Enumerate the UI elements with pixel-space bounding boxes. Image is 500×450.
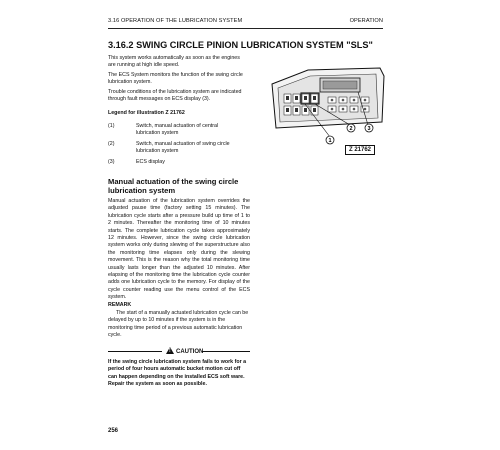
legend-item-number: (3) xyxy=(108,159,115,165)
warning-icon: ! xyxy=(166,347,174,354)
figure-label: Z 21762 xyxy=(345,145,375,155)
caution-rule-right xyxy=(202,351,250,352)
intro-paragraph-3: Trouble conditions of the lubrication system are indicated through fault messages on ECS display (3). xyxy=(108,89,242,103)
callout-3: 3 xyxy=(367,126,371,133)
legend-item-number: (1) xyxy=(108,123,115,129)
caution-banner xyxy=(108,346,250,357)
legend-item-desc: Switch, manual actuation of swing circle lubrication system xyxy=(136,141,230,155)
page-number: 256 xyxy=(108,428,119,434)
intro-paragraph-1: This system works automatically as soon as the engines are running at high idle speed. xyxy=(108,55,240,69)
manual-actuation-body: Manual actuation of the lubrication system overrides the adjusted pause time (factory setting 15 minutes). The lubrication cycle starts after a pressure build up time of 1 to 2 minutes. Thereafter the monitoring time of 10 minutes starts. The complete lubrication cycle takes approximately 12 minutes. However, since the swing circle lubrication system works only during slewing of the superstructure also the monitoring time elapses only during the slewing movement. This is the reason why the total monitoring time usually lasts longer than the adjusted 10 minutes. After elapsing of the monitoring time the lubrication cycle counter adds one lubrication cycle to the memory. For display of the cycle counter reading use the menu control of the ECS system. xyxy=(108,198,250,301)
header-rule xyxy=(108,28,383,29)
legend-title: Legend for illustration Z 21762 xyxy=(108,110,185,116)
control-panel-illustration xyxy=(268,64,386,156)
manual-actuation-heading: Manual actuation of the swing circle lubrication system xyxy=(108,177,239,195)
section-title: 3.16.2 SWING CIRCLE PINION LUBRICATION SYSTEM "SLS" xyxy=(108,40,373,50)
callout-1: 1 xyxy=(328,138,332,145)
caution-text: CAUTION xyxy=(176,349,204,355)
header-section: 3.16 OPERATION OF THE LUBRICATION SYSTEM xyxy=(108,18,243,24)
caution-label xyxy=(166,346,203,355)
intro-paragraph-2: The ECS System monitors the function of the swing circle lubrication system. xyxy=(108,72,243,86)
legend-item-desc: Switch, manual actuation of central lubrication system xyxy=(136,123,219,137)
header-chapter: OPERATION xyxy=(349,18,383,24)
legend-item-desc: ECS display xyxy=(136,159,165,165)
legend-item-number: (2) xyxy=(108,141,115,147)
caution-rule-left xyxy=(108,351,162,352)
control-panel-drawing xyxy=(268,64,386,156)
caution-body: If the swing circle lubrication system fails to work for a period of four hours automatic bucket motion cut off can happen depending on the installed ECS soft ware. Repair the system as soon as possible. xyxy=(108,359,247,388)
remark-body: The start of a manually actuated lubrication cycle can be delayed by up to 10 minutes if the system is in the monitoring time period of a previous automatic lubrication cycle. xyxy=(108,310,249,339)
remark-title: REMARK xyxy=(108,302,132,308)
callout-2: 2 xyxy=(349,126,353,133)
